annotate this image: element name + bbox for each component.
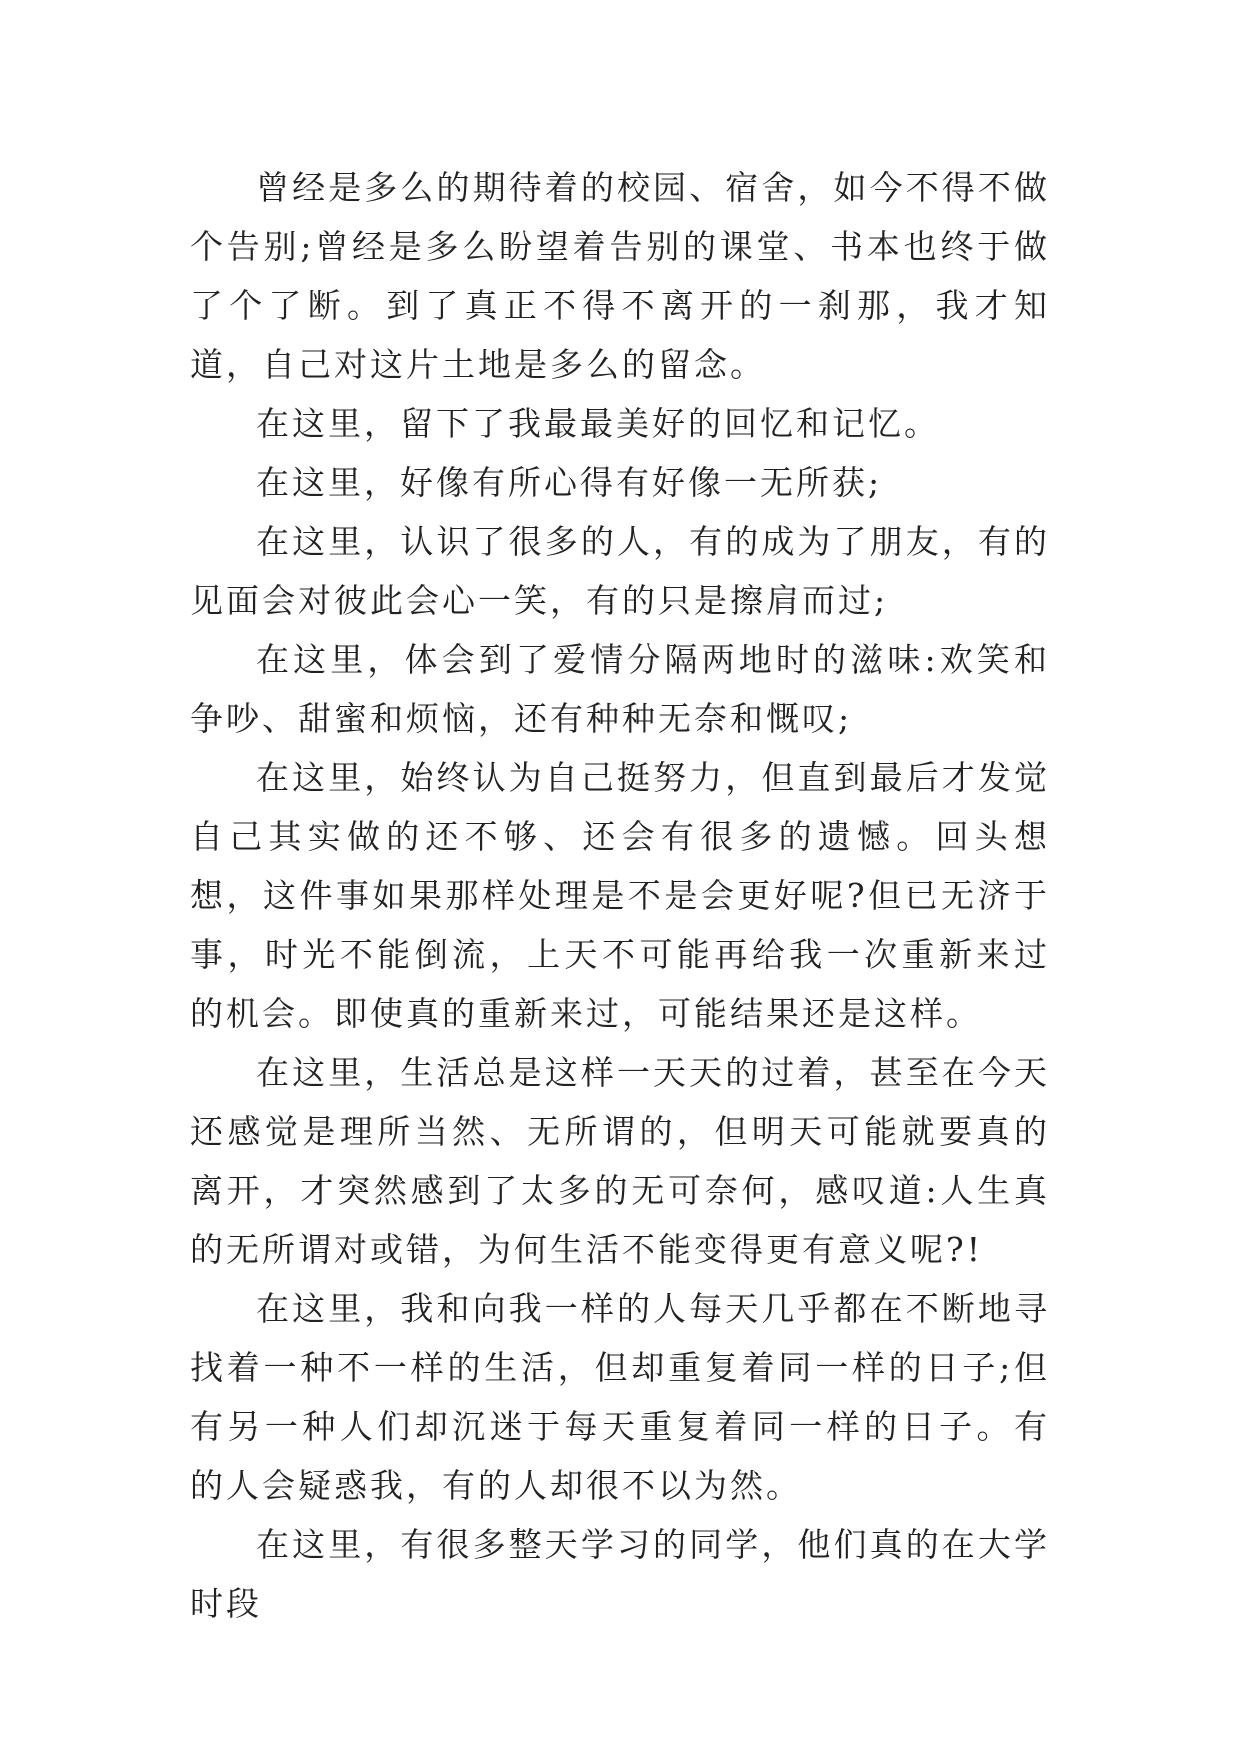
- paragraph-1: 曾经是多么的期待着的校园、宿舍，如今不得不做个告别;曾经是多么盼望着告别的课堂、书本也终于做了个了断。到了真正不得不离开的一刹那，我才知道，自己对这片土地是多么的留念。: [190, 168, 1050, 384]
- paragraph-4: 在这里，认识了很多的人，有的成为了朋友，有的见面会对彼此会心一笑，有的只是擦肩而过;: [190, 522, 1050, 620]
- paragraph-2: 在这里，留下了我最最美好的回忆和记忆。: [256, 404, 940, 443]
- paragraph-6: 在这里，始终认为自己挺努力，但直到最后才发觉自己其实做的还不够、还会有很多的遗憾。回头想想，这件事如果那样处理是不是会更好呢?但已无济于事，时光不能倒流，上天不可能再给我一次重新来过的机会。即使真的重新来过，可能结果还是这样。: [190, 758, 1050, 1033]
- paragraph-7: 在这里，生活总是这样一天天的过着，甚至在今天还感觉是理所当然、无所谓的，但明天可能就要真的离开，才突然感到了太多的无可奈何，感叹道:人生真的无所谓对或错，为何生活不能变得更有意义呢?!: [190, 1053, 1050, 1269]
- paragraph-8: 在这里，我和向我一样的人每天几乎都在不断地寻找着一种不一样的生活，但却重复着同一样的日子;但有另一种人们却沉迷于每天重复着同一样的日子。有的人会疑惑我，有的人却很不以为然。: [190, 1289, 1050, 1505]
- paragraph-5: 在这里，体会到了爱情分隔两地时的滋味:欢笑和争吵、甜蜜和烦恼，还有种种无奈和慨叹;: [190, 640, 1050, 738]
- document-body: [190, 158, 1050, 1633]
- paragraph-9: 在这里，有很多整天学习的同学，他们真的在大学时段: [190, 1525, 1050, 1623]
- paragraph-3: 在这里，好像有所心得有好像一无所获;: [256, 463, 883, 502]
